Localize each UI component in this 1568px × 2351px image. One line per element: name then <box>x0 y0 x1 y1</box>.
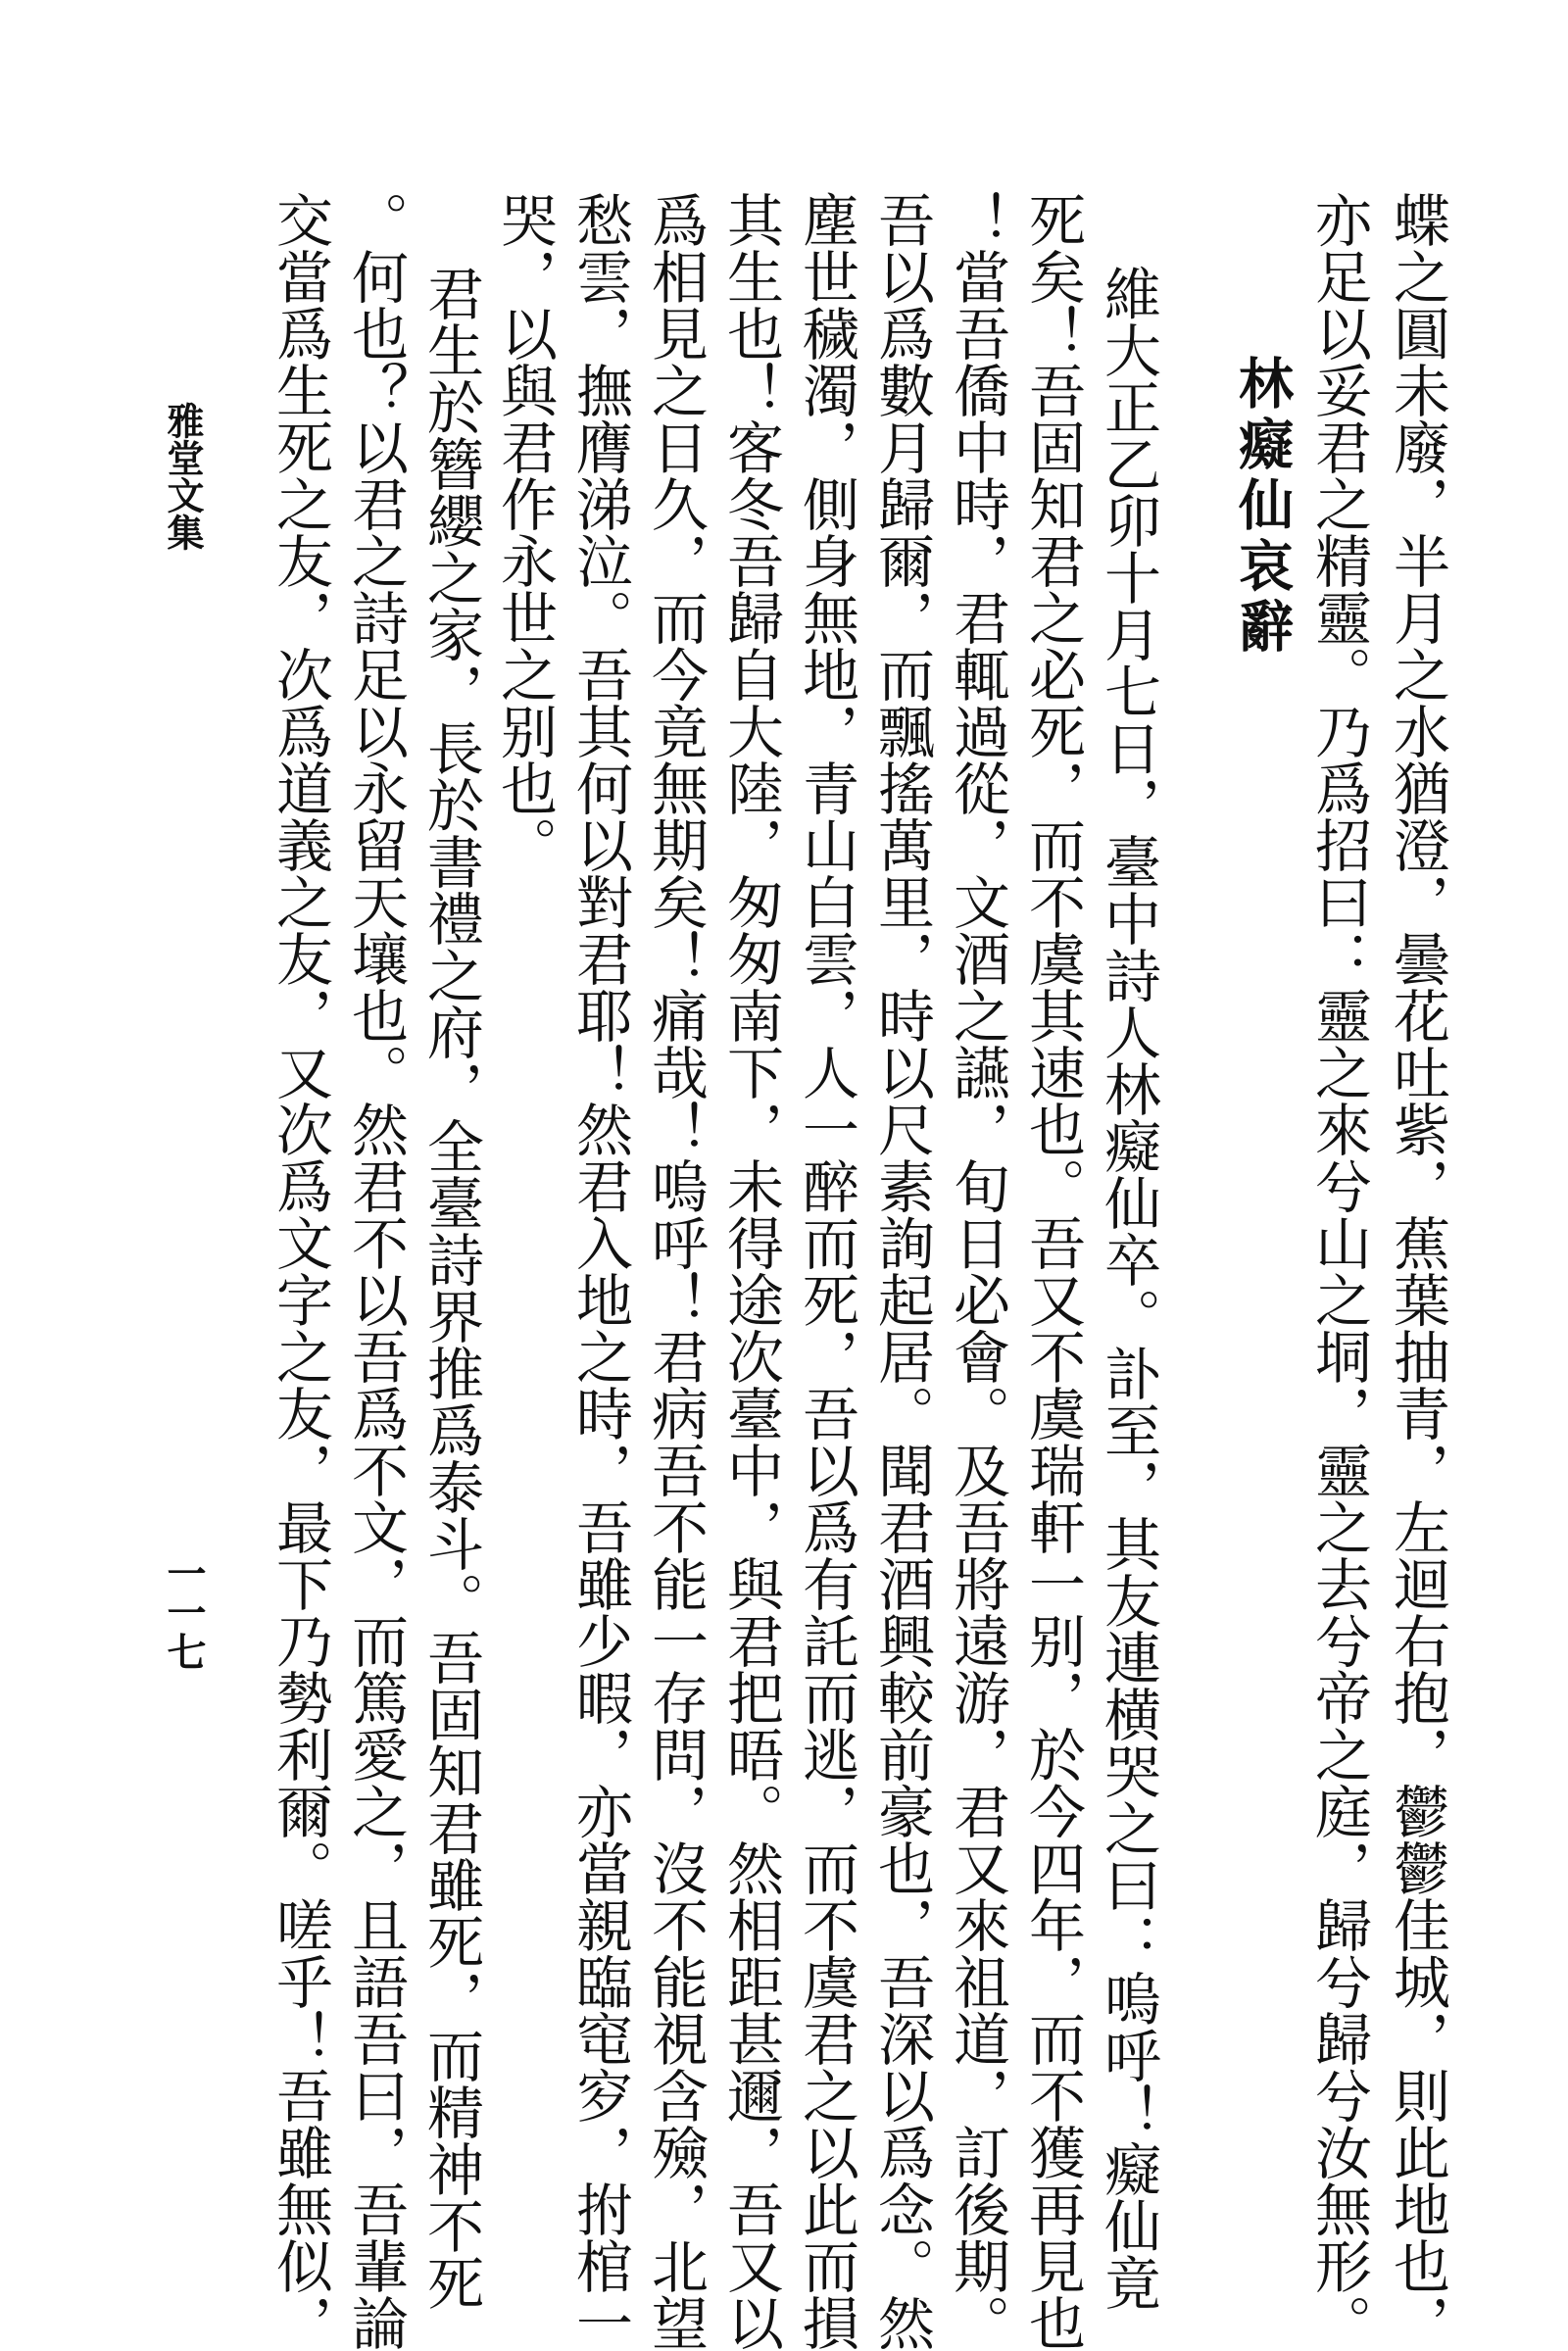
text-column-11: 哭，以與君作永世之别也。 <box>491 191 558 873</box>
text-column-10: 愁雲，撫膺涕泣。吾其何以對君耶！然君入地之時，吾雖少暇，亦當親臨窀穸，拊棺一 <box>566 191 633 2351</box>
text-column-9: 爲相見之日久，而今竟無期矣！痛哉！嗚呼！君病吾不能一存問，沒不能視含殮，北望 <box>642 191 709 2351</box>
book-title: 雅堂文集 <box>161 402 205 551</box>
page-title: 林癡仙哀辭 <box>1230 355 1295 659</box>
text-column-8: 其生也！客冬吾歸自大陸，匆匆南下，未得途次臺中，與君把晤。然相距甚邇，吾又以 <box>717 191 784 2351</box>
text-column-7: 塵世穢濁，側身無地，青山白雲，人一醉而死，吾以爲有託而逃，而不虞君之以此而損 <box>793 191 859 2351</box>
text-column-5: ！當吾僑中時，君輒過從，文酒之讌，旬日必會。及吾將遠游，君又來祖道，訂後期。 <box>944 191 1010 2351</box>
text-column-14: 交當爲生死之友，次爲道義之友，又次爲文字之友，最下乃勢利爾。嗟乎！吾雖無似， <box>267 191 333 2351</box>
page-number: 一一七 <box>161 1553 207 1671</box>
text-column-1: 蝶之圓未廢，半月之水猶澄，曇花吐紫，蕉葉抽青，左迴右抱，鬱鬱佳城，則此地也， <box>1384 191 1450 2351</box>
text-column-2: 亦足以妥君之精靈。乃爲招曰：靈之來兮山之垌，靈之去兮帝之庭，歸兮歸兮汝無形。 <box>1305 191 1372 2351</box>
text-column-12: 君生於簪纓之家，長於書禮之府，全臺詩界推爲泰斗。吾固知君雖死，而精神不死 <box>417 265 484 2311</box>
text-column-6: 吾以爲數月歸爾，而飄搖萬里，時以尺素詢起居。聞君酒興較前豪也，吾深以爲念。然 <box>868 191 935 2351</box>
text-column-13: 。何也？以君之詩足以永留天壤也。然君不以吾爲不文，而篤愛之，且語吾曰，吾輩論 <box>342 191 409 2351</box>
text-column-4: 死矣！吾固知君之必死，而不虞其速也。吾又不虞瑞軒一别，於今四年，而不獲再見也 <box>1019 191 1086 2351</box>
text-column-3: 維大正乙卯十月七日，臺中詩人林癡仙卒。訃至，其友連横哭之曰：嗚呼！癡仙竟 <box>1095 265 1161 2311</box>
